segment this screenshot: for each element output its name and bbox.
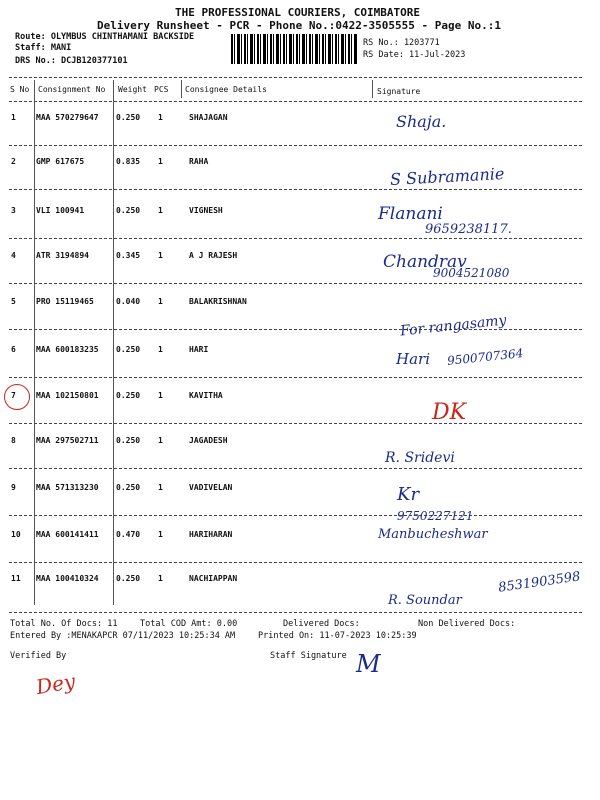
row-pcs: 1 — [158, 345, 163, 354]
row-consignment: GMP 617675 — [36, 157, 85, 166]
column-rule — [113, 80, 114, 605]
row-weight: 0.470 — [116, 530, 141, 539]
row-consignment: MAA 600141411 — [36, 530, 99, 539]
row-weight: 0.250 — [116, 574, 141, 583]
row-sno: 7 — [11, 391, 16, 400]
entered-by: Entered By :MENAKAPCR 07/11/2023 10:25:34 AM — [10, 631, 236, 641]
row-divider — [9, 283, 582, 284]
row-consignee: HARIHARAN — [189, 530, 233, 539]
row-consignment: MAA 570279647 — [36, 113, 99, 122]
row-sno: 6 — [11, 345, 16, 354]
row-consignment: MAA 297502711 — [36, 436, 99, 445]
non-delivered-docs: Non Delivered Docs: — [418, 619, 516, 629]
signature-row-4: Chandrav — [383, 252, 467, 272]
drs-number: DRS No.: DCJB120377101 — [15, 56, 128, 66]
signature-row-11-note: 8531903598 — [497, 569, 582, 596]
row-sno: 10 — [11, 530, 21, 539]
total-cod: Total COD Amt: 0.00 — [140, 619, 238, 629]
row-pcs: 1 — [158, 483, 163, 492]
printed-on: Printed On: 11-07-2023 10:25:39 — [258, 631, 417, 641]
row-consignee: KAVITHA — [189, 391, 223, 400]
signature-row-9: Kr — [397, 484, 420, 505]
row-divider — [9, 468, 582, 469]
row-consignee: VIGNESH — [189, 206, 223, 215]
row-weight: 0.250 — [116, 391, 141, 400]
column-rule — [181, 80, 182, 98]
row-consignment: PRO 15119465 — [36, 297, 94, 306]
rs-number: RS No.: 1203771 — [363, 38, 440, 48]
row-divider — [9, 515, 582, 516]
staff-signature-label: Staff Signature — [270, 651, 347, 661]
row-pcs: 1 — [158, 530, 163, 539]
row-consignee: SHAJAGAN — [189, 113, 228, 122]
row-pcs: 1 — [158, 297, 163, 306]
row-pcs: 1 — [158, 251, 163, 260]
total-docs: Total No. Of Docs: 11 — [10, 619, 118, 629]
col-sno: S No — [10, 85, 30, 94]
staff-signature: M — [356, 650, 381, 678]
row-consignment: MAA 571313230 — [36, 483, 99, 492]
runsheet-subtitle: Delivery Runsheet - PCR - Phone No.:0422-3505555 - Page No.:1 — [97, 19, 501, 32]
row-consignee: HARI — [189, 345, 209, 354]
row-pcs: 1 — [158, 574, 163, 583]
row-divider — [9, 238, 582, 239]
signature-row-3-phone: 9659238117. — [425, 222, 512, 237]
signature-row-7: DK — [432, 400, 467, 425]
row-sno: 1 — [11, 113, 16, 122]
col-weight: Weight — [118, 85, 147, 94]
row-divider — [9, 562, 582, 563]
divider — [9, 77, 582, 78]
row-consignee: RAHA — [189, 157, 209, 166]
row-divider — [9, 423, 582, 424]
row-consignee: VADIVELAN — [189, 483, 233, 492]
delivered-docs: Delivered Docs: — [283, 619, 360, 629]
row-weight: 0.250 — [116, 206, 141, 215]
company-title: THE PROFESSIONAL COURIERS, COIMBATORE — [175, 6, 421, 19]
column-rule — [372, 80, 373, 98]
col-consignment: Consignment No — [38, 85, 106, 94]
row-sno: 2 — [11, 157, 16, 166]
col-pcs: PCS — [154, 85, 169, 94]
signature-row-4-phone: 9004521080 — [433, 266, 510, 280]
row-consignee: JAGADESH — [189, 436, 228, 445]
row-divider — [9, 189, 582, 190]
signature-row-1: Shaja. — [396, 112, 447, 131]
signature-row-6-name: Hari — [396, 350, 430, 368]
row-sno: 4 — [11, 251, 16, 260]
signature-row-3: Flanani — [378, 204, 443, 224]
row-sno: 5 — [11, 297, 16, 306]
column-rule — [34, 80, 35, 605]
row-sno: 3 — [11, 206, 16, 215]
route-label: Route: OLYMBUS CHINTHAMANI BACKSIDE — [15, 32, 195, 42]
row-weight: 0.250 — [116, 483, 141, 492]
row-weight: 0.040 — [116, 297, 141, 306]
row-consignment: MAA 600183235 — [36, 345, 99, 354]
divider — [9, 101, 582, 102]
row-pcs: 1 — [158, 206, 163, 215]
col-signature: Signature — [377, 87, 421, 96]
row-consignment: MAA 100410324 — [36, 574, 99, 583]
signature-row-8: R. Sridevi — [385, 450, 455, 466]
signature-row-9-phone: 9750227121 — [397, 509, 474, 523]
row-pcs: 1 — [158, 113, 163, 122]
row-consignee: BALAKRISHNAN — [189, 297, 247, 306]
row-7-circle-mark — [4, 384, 30, 410]
signature-row-6-phone: 9500707364 — [446, 346, 524, 368]
signature-row-11: R. Soundar — [388, 593, 462, 608]
row-pcs: 1 — [158, 436, 163, 445]
signature-row-10: Manbucheshwar — [378, 527, 488, 542]
signature-row-2: S Subramanie — [389, 164, 505, 189]
divider — [9, 612, 582, 613]
row-weight: 0.345 — [116, 251, 141, 260]
row-pcs: 1 — [158, 391, 163, 400]
row-consignee: A J RAJESH — [189, 251, 238, 260]
row-weight: 0.835 — [116, 157, 141, 166]
row-consignment: VLI 100941 — [36, 206, 85, 215]
row-consignment: ATR 3194894 — [36, 251, 89, 260]
verified-by-signature: Dey — [34, 668, 77, 700]
row-sno: 11 — [11, 574, 21, 583]
row-pcs: 1 — [158, 157, 163, 166]
signature-row-6: For rangasamy — [399, 312, 508, 340]
row-weight: 0.250 — [116, 345, 141, 354]
row-consignee: NACHIAPPAN — [189, 574, 238, 583]
row-divider — [9, 377, 582, 378]
row-sno: 9 — [11, 483, 16, 492]
col-consignee: Consignee Details — [185, 85, 267, 94]
row-sno: 8 — [11, 436, 16, 445]
verified-by-label: Verified By — [10, 651, 67, 661]
row-divider — [9, 145, 582, 146]
row-weight: 0.250 — [116, 436, 141, 445]
row-consignment: MAA 102150801 — [36, 391, 99, 400]
staff-label: Staff: MANI — [15, 43, 72, 53]
rs-date: RS Date: 11-Jul-2023 — [363, 50, 466, 60]
row-weight: 0.250 — [116, 113, 141, 122]
barcode-image — [231, 34, 357, 64]
